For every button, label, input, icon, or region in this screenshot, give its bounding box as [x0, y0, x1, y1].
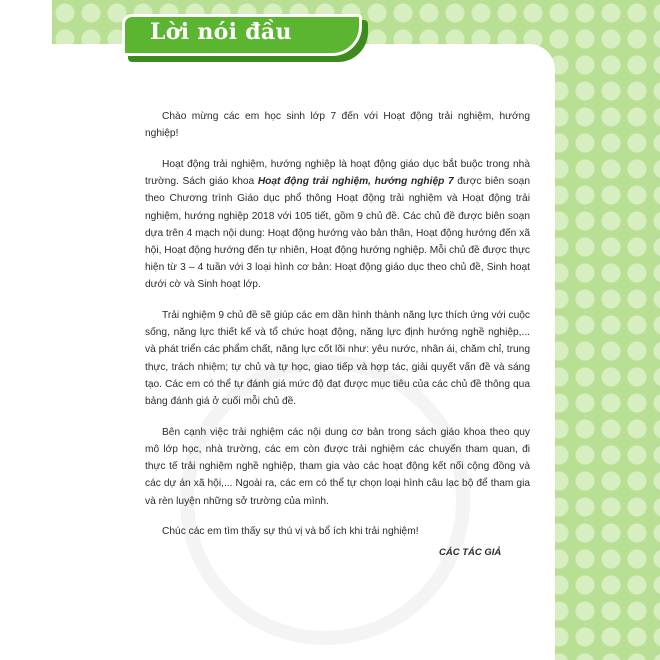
author-signature: CÁC TÁC GIẢ	[439, 547, 502, 558]
paragraph-competencies: Trải nghiệm 9 chủ đề sẽ giúp các em dần hình thành năng lực thích ứng với cuộc sống, năng lực thiết kế và tổ chức hoạt động, năng lực định hướng nghề nghiệp,... và phát triển các phẩm chất, năng lực cốt lõi như: yêu nước, nhân ái, chăm chỉ, trung thực, trách nhiệm; tự chủ và tự học, giao tiếp và hợp tác, giải quyết vấn đề và sáng tạo. Các em có thể tự đánh giá mức độ đạt được mục tiêu của các chủ đề thông qua bảng đánh giá ở cuối mỗi chủ đề.	[145, 310, 530, 408]
paragraph-intro	[145, 156, 530, 294]
paragraph-closing: Chúc các em tìm thấy sự thú vị và bổ ích khi trải nghiệm!	[162, 526, 419, 538]
paragraph-intro-end: được biên soạn theo Chương trình Giáo dục phổ thông Hoạt động trải nghiệm và Hoạt động trải nghiệm, hướng nghiệp 2018 với 105 tiết, gồm 9 chủ đề. Các chủ đề được biên soạn dựa trên 4 mạch nội dung: Hoạt động hướng vào bản thân, Hoạt động hướng đến xã hội, Hoạt động hướng đến tự nhiên, Hoạt động hướng nghiệp. Mỗi chủ đề được thực hiện từ 3 – 4 tuần với 3 loại hình cơ bản: Hoạt động giáo dục theo chủ đề, Sinh hoạt dưới cờ và Sinh hoạt lớp.	[145, 176, 530, 291]
paragraph-welcome: Chào mừng các em học sinh lớp 7 đến với Hoạt động trải nghiệm, hướng nghiệp!	[145, 111, 530, 140]
page-title: Lời nói đầu	[150, 19, 292, 45]
book-title: Hoạt động trải nghiệm, hướng nghiệp 7	[257, 176, 454, 188]
preface-text	[145, 108, 530, 554]
paragraph-activities: Bên cạnh việc trải nghiệm các nội dung cơ bản trong sách giáo khoa theo quy mô lớp học, nhà trường, các em còn được trải nghiệm các chuyến tham quan, đi thực tế trải nghiệm nghề nghiệp, tham gia vào các hoạt động kết nối cộng đồng và các dự án xã hội,... Ngoài ra, các em có thể tự chọn loại hình câu lạc bộ để tham gia và rèn luyện những sở trường của mình.	[145, 426, 530, 507]
paragraph-intro-start: Hoạt động trải nghiệm, hướng nghiệp là hoạt động giáo dục bắt buộc trong nhà trường. Sách giáo khoa	[145, 158, 530, 188]
